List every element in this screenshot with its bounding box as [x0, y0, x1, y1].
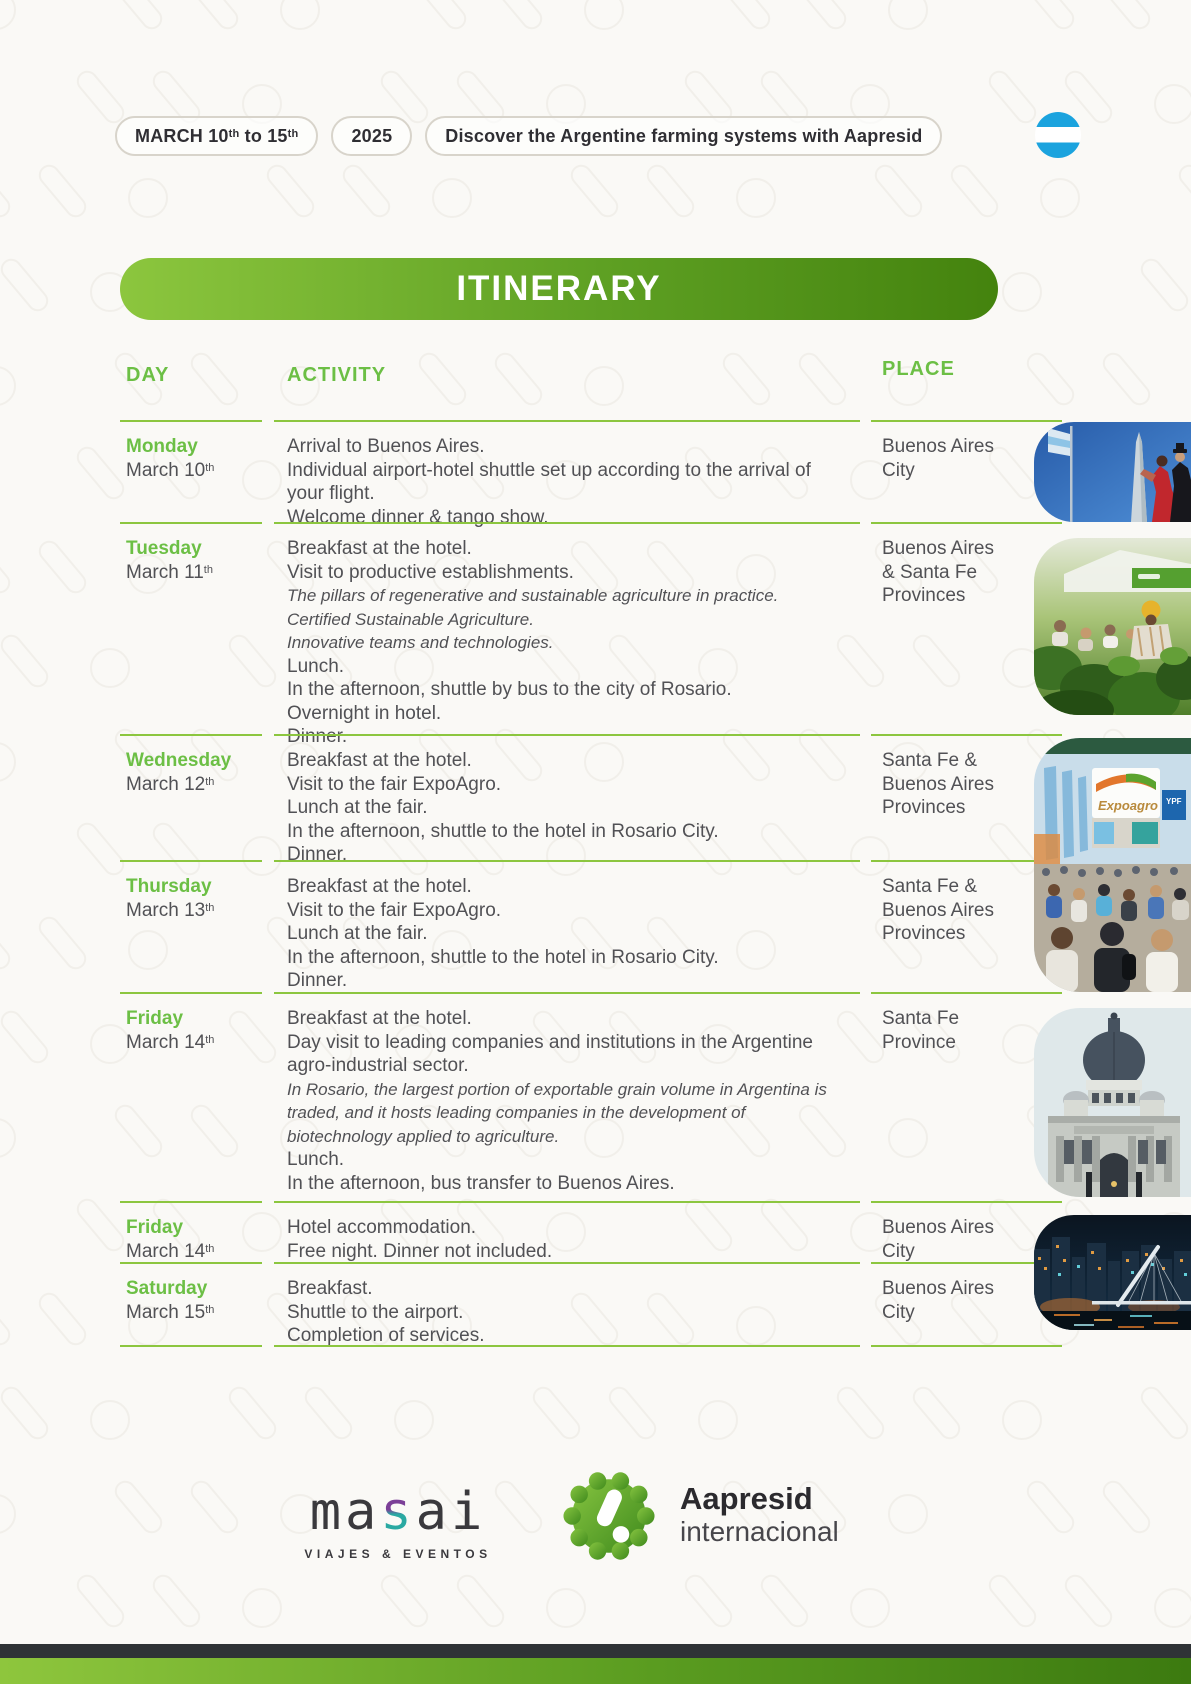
day-date: March 12th: [126, 774, 215, 795]
activity-line: The pillars of regenerative and sustainable agriculture in practice.: [287, 586, 779, 605]
aapresid-logo-icon: [563, 1470, 655, 1562]
activity-line: Free night. Dinner not included.: [287, 1240, 553, 1262]
activity-line: Breakfast at the hotel.: [287, 1008, 472, 1029]
day-name: Tuesday: [126, 538, 202, 559]
activity-line: Lunch.: [287, 1149, 345, 1170]
expoagro-sign-text: Expoagro: [1098, 798, 1158, 813]
column-header-place: PLACE: [882, 358, 955, 380]
aapresid-name: Aapresid: [680, 1481, 813, 1516]
night-photo-illustration: [1034, 1215, 1191, 1330]
itinerary-row-tuesday: [0, 522, 1191, 747]
expoagro-photo-illustration: [1034, 738, 1191, 992]
day-cell: [120, 1201, 262, 1262]
activity-cell: [274, 522, 860, 747]
day-date: March 14th: [126, 1241, 215, 1262]
activity-line: Visit to productive establishments.: [287, 561, 574, 583]
column-header-activity: ACTIVITY: [287, 364, 387, 386]
day-date: March 13th: [126, 900, 215, 921]
place-line: Buenos Aires: [882, 773, 994, 795]
activity-line: In the afternoon, bus transfer to Buenos Aires.: [287, 1172, 675, 1194]
activity-cell: [274, 420, 860, 528]
aapresid-badge-illustration: [563, 1470, 655, 1562]
place-line: Buenos Aires: [882, 1217, 994, 1238]
building-photo-illustration: [1034, 1008, 1191, 1197]
activity-line: Certified Sustainable Agriculture.: [287, 609, 534, 629]
photo-field-visit: [1034, 538, 1191, 715]
activity-line: Shuttle to the airport.: [287, 1301, 464, 1323]
place-line: City: [882, 1240, 915, 1262]
activity-line: Individual airport-hotel shuttle set up according to the arrival of your flight.: [287, 459, 811, 504]
date-range-badge: MARCH 10th to 15th: [115, 116, 318, 156]
place-line: Buenos Aires: [882, 1278, 994, 1299]
activity-line: Lunch at the fair.: [287, 797, 428, 818]
photo-puerto-madero-night: [1034, 1215, 1191, 1330]
footer-green-bar: [0, 1658, 1191, 1684]
place-line: Provinces: [882, 585, 966, 606]
day-name: Monday: [126, 436, 198, 457]
place-line: Santa Fe &: [882, 876, 978, 897]
activity-line: Lunch.: [287, 655, 345, 677]
activity-line: Welcome dinner & tango show.: [287, 506, 549, 528]
place-line: Provinces: [882, 797, 966, 818]
activity-line: Breakfast at the hotel.: [287, 538, 472, 559]
itinerary-row-friday-night: [0, 1201, 1191, 1262]
photo-expoagro-fair: [1034, 738, 1191, 992]
activity-line: Dinner.: [287, 844, 348, 865]
place-line: City: [882, 459, 915, 481]
day-cell: [120, 734, 262, 860]
day-name: Wednesday: [126, 750, 232, 771]
activity-line: Breakfast.: [287, 1278, 373, 1299]
place-line: Buenos Aires: [882, 899, 994, 921]
masai-stylized-s: s: [380, 1482, 416, 1542]
activity-line: Visit to the fair ExpoAgro.: [287, 773, 502, 795]
aapresid-subtitle: internacional: [680, 1516, 839, 1547]
place-line: Buenos Aires: [882, 436, 994, 457]
field-photo-illustration: [1034, 538, 1191, 715]
day-name: Thursday: [126, 876, 212, 897]
activity-line: Dinner.: [287, 970, 348, 991]
photo-rosario-building: [1034, 1008, 1191, 1197]
title-badge: Discover the Argentine farming systems with Aapresid: [425, 116, 942, 156]
activity-cell: [274, 734, 860, 865]
place-line: Santa Fe: [882, 1008, 960, 1029]
day-cell: [120, 522, 262, 734]
activity-line: Overnight in hotel.: [287, 702, 442, 724]
header-badges: [115, 116, 942, 156]
ypf-sign-text: YPF: [1166, 797, 1182, 806]
place-line: Province: [882, 1031, 956, 1053]
day-date: March 11th: [126, 562, 213, 583]
argentina-flag-icon: [1035, 112, 1081, 158]
day-cell: [120, 860, 262, 992]
day-name: Friday: [126, 1217, 184, 1238]
masai-logo-tagline: VIAJES & EVENTOS: [304, 1547, 492, 1561]
activity-line: Hotel accommodation.: [287, 1217, 477, 1238]
activity-line: Innovative teams and technologies.: [287, 633, 554, 652]
footer-dark-bar: [0, 1644, 1191, 1658]
activity-line: In the afternoon, shuttle to the hotel in Rosario City.: [287, 820, 719, 842]
itinerary-row-thursday: [0, 860, 1191, 992]
activity-cell: [274, 1201, 860, 1262]
activity-line: Lunch at the fair.: [287, 923, 428, 944]
photo-tango-buenos-aires: [1034, 422, 1191, 522]
year-badge: 2025: [331, 116, 412, 156]
itinerary-row-monday: [0, 420, 1191, 528]
activity-line: In the afternoon, shuttle to the hotel in Rosario City.: [287, 946, 719, 968]
place-line: & Santa Fe: [882, 561, 978, 583]
aapresid-logo-text: [680, 1482, 839, 1548]
itinerary-row-wednesday: [0, 734, 1191, 865]
activity-line: Breakfast at the hotel.: [287, 876, 472, 897]
activity-line: In Rosario, the largest portion of exportable grain volume in Argentina is traded, and it hosts leading companies in the development of biotechnology applied to agriculture.: [287, 1079, 827, 1146]
activity-line: Visit to the fair ExpoAgro.: [287, 899, 502, 921]
itinerary-row-saturday: [0, 1262, 1191, 1345]
masai-logo-name: masai: [309, 1482, 487, 1542]
place-line: Provinces: [882, 923, 966, 944]
activity-line: In the afternoon, shuttle by bus to the city of Rosario.: [287, 679, 732, 700]
activity-cell: [274, 860, 860, 992]
place-line: City: [882, 1301, 915, 1323]
day-date: March 10th: [126, 460, 215, 481]
itinerary-row-friday-day: [0, 992, 1191, 1201]
day-cell: [120, 1262, 262, 1345]
day-date: March 14th: [126, 1032, 215, 1053]
activity-cell: [274, 1262, 860, 1345]
itinerary-banner: ITINERARY: [120, 258, 998, 320]
activity-line: Arrival to Buenos Aires.: [287, 436, 485, 457]
place-line: Santa Fe &: [882, 750, 978, 771]
day-cell: [120, 420, 262, 522]
column-header-day: DAY: [126, 364, 170, 386]
activity-line: Breakfast at the hotel.: [287, 750, 472, 771]
activity-cell: [274, 992, 860, 1201]
activity-line: Completion of services.: [287, 1325, 485, 1346]
place-line: Buenos Aires: [882, 538, 994, 559]
tango-photo-illustration: [1034, 422, 1191, 522]
masai-logo: [298, 1484, 498, 1561]
activity-line: Day visit to leading companies and institutions in the Argentine agro-industrial sector.: [287, 1031, 813, 1076]
day-name: Saturday: [126, 1278, 208, 1299]
day-date: March 15th: [126, 1302, 215, 1323]
day-name: Friday: [126, 1008, 184, 1029]
day-cell: [120, 992, 262, 1201]
activity-line: Dinner.: [287, 726, 348, 747]
